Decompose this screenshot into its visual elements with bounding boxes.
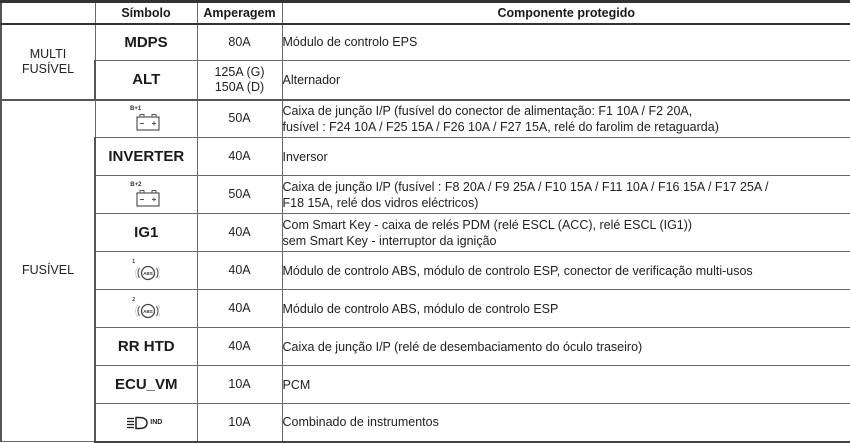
component-text: Caixa de junção I/P (fusível do conector de alimentação: F1 10A / F2 20A, bbox=[283, 103, 850, 119]
component-text: PCM bbox=[283, 377, 850, 393]
battery-icon bbox=[131, 106, 161, 132]
group-label-line: FUSÍVEL bbox=[2, 62, 94, 77]
headlamp-indicator-icon bbox=[126, 416, 166, 430]
symbol-text: RR HTD bbox=[118, 338, 175, 355]
component-text: Caixa de junção I/P (fusível : F8 20A / F9 25A / F10 15A / F11 10A / F16 15A / F17 25A / bbox=[283, 179, 850, 195]
component-text: Módulo de controlo ABS, módulo de controlo ESP, conector de verificação multi-usos bbox=[283, 263, 850, 279]
component-cell bbox=[282, 214, 850, 252]
table-row bbox=[1, 214, 850, 252]
symbol-text: INVERTER bbox=[108, 148, 184, 165]
group-label-line: MULTI bbox=[2, 47, 94, 62]
amperage-cell bbox=[197, 328, 282, 366]
battery-icon-label: B+1 bbox=[130, 106, 141, 112]
table-row bbox=[1, 61, 850, 100]
symbol-cell bbox=[95, 328, 197, 366]
symbol-cell bbox=[95, 404, 197, 442]
symbol-cell bbox=[95, 252, 197, 290]
symbol-cell bbox=[95, 366, 197, 404]
group-multi-fusivel bbox=[1, 24, 95, 100]
amperage-value: 40A bbox=[198, 225, 282, 240]
symbol-text: IG1 bbox=[134, 224, 158, 241]
amperage-cell bbox=[197, 252, 282, 290]
svg-text:ABS: ABS bbox=[143, 308, 153, 313]
table-row bbox=[1, 366, 850, 404]
component-text: Com Smart Key - caixa de relés PDM (relé ESCL (ACC), relé ESCL (IG1)) bbox=[283, 217, 850, 233]
component-text: F18 15A, relé dos vidros eléctricos) bbox=[283, 195, 850, 211]
battery-icon-label: B+2 bbox=[130, 182, 141, 188]
symbol-cell bbox=[95, 24, 197, 61]
component-text: Módulo de controlo EPS bbox=[283, 34, 850, 50]
symbol-cell bbox=[95, 214, 197, 252]
component-text: fusível : F24 10A / F25 15A / F26 10A / F27 15A, relé do farolim de retaguarda) bbox=[283, 119, 850, 135]
component-cell bbox=[282, 176, 850, 214]
abs-icon-label: 2 bbox=[132, 297, 135, 303]
amperage-cell bbox=[197, 404, 282, 442]
header-symbol: Símbolo bbox=[95, 2, 197, 24]
amperage-value: 125A (G) bbox=[198, 65, 282, 80]
component-cell bbox=[282, 24, 850, 61]
amperage-cell bbox=[197, 176, 282, 214]
amperage-cell bbox=[197, 138, 282, 176]
headlamp-indicator-label: IND bbox=[150, 419, 162, 426]
table-row bbox=[1, 100, 850, 138]
component-text: Inversor bbox=[283, 149, 850, 165]
amperage-value: 50A bbox=[198, 111, 282, 126]
amperage-cell bbox=[197, 100, 282, 138]
component-cell bbox=[282, 61, 850, 100]
table-row bbox=[1, 290, 850, 328]
group-fusivel bbox=[1, 100, 95, 442]
table-row bbox=[1, 24, 850, 61]
abs-icon bbox=[132, 259, 160, 283]
component-cell bbox=[282, 328, 850, 366]
symbol-cell bbox=[95, 61, 197, 100]
table-row bbox=[1, 176, 850, 214]
symbol-cell bbox=[95, 176, 197, 214]
amperage-value: 40A bbox=[198, 263, 282, 278]
svg-text:ABS: ABS bbox=[143, 270, 153, 275]
symbol-text: ECU_VM bbox=[115, 376, 178, 393]
amperage-value: 150A (D) bbox=[198, 80, 282, 95]
component-text: Alternador bbox=[283, 72, 850, 88]
component-cell bbox=[282, 366, 850, 404]
component-text: sem Smart Key - interruptor da ignição bbox=[283, 233, 850, 249]
amperage-cell bbox=[197, 290, 282, 328]
table-row bbox=[1, 328, 850, 366]
amperage-cell bbox=[197, 214, 282, 252]
component-text: Caixa de junção I/P (relé de desembaciamento do óculo traseiro) bbox=[283, 339, 850, 355]
amperage-value: 40A bbox=[198, 301, 282, 316]
table-row bbox=[1, 138, 850, 176]
amperage-value: 50A bbox=[198, 187, 282, 202]
symbol-cell bbox=[95, 290, 197, 328]
amperage-value: 40A bbox=[198, 149, 282, 164]
abs-icon-label: 1 bbox=[132, 259, 135, 265]
symbol-cell bbox=[95, 100, 197, 138]
component-cell bbox=[282, 252, 850, 290]
component-cell bbox=[282, 404, 850, 442]
amperage-value: 40A bbox=[198, 339, 282, 354]
component-cell bbox=[282, 138, 850, 176]
header-amperage: Amperagem bbox=[197, 2, 282, 24]
amperage-cell bbox=[197, 61, 282, 100]
group-label-line: FUSÍVEL bbox=[2, 263, 94, 278]
component-cell bbox=[282, 100, 850, 138]
symbol-text: ALT bbox=[132, 71, 160, 88]
component-cell bbox=[282, 290, 850, 328]
symbol-text: MDPS bbox=[124, 34, 167, 51]
symbol-cell bbox=[95, 138, 197, 176]
amperage-value: 10A bbox=[198, 377, 282, 392]
amperage-value: 10A bbox=[198, 415, 282, 430]
table-row bbox=[1, 252, 850, 290]
component-text: Módulo de controlo ABS, módulo de controlo ESP bbox=[283, 301, 850, 317]
header-component: Componente protegido bbox=[282, 2, 850, 24]
component-text: Combinado de instrumentos bbox=[283, 414, 850, 430]
amperage-cell bbox=[197, 24, 282, 61]
header-group bbox=[1, 2, 95, 24]
amperage-cell bbox=[197, 366, 282, 404]
amperage-value: 80A bbox=[198, 35, 282, 50]
battery-icon bbox=[131, 182, 161, 208]
table-row bbox=[1, 404, 850, 442]
header-row bbox=[1, 2, 850, 24]
abs-icon bbox=[132, 297, 160, 321]
